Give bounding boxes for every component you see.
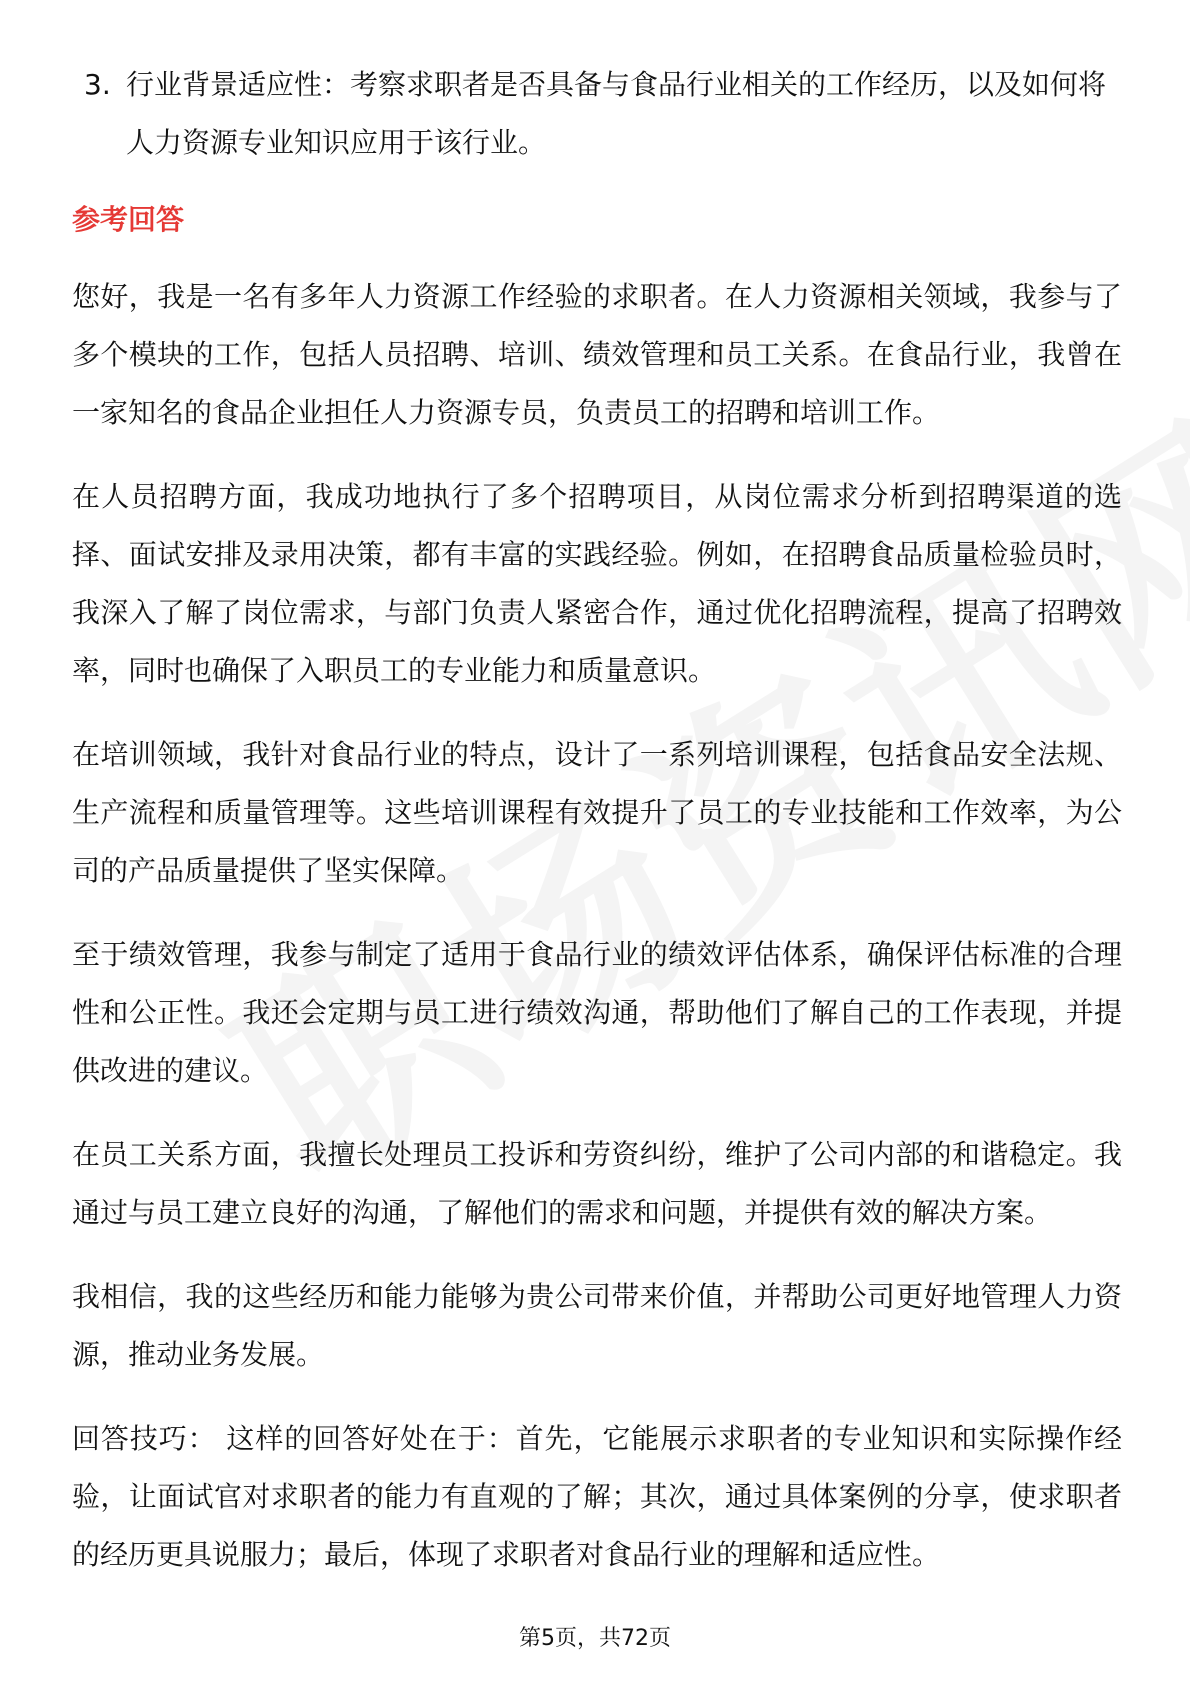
answer-paragraph-1: 您好，我是一名有多年人力资源工作经验的求职者。在人力资源相关领域，我参与了多个模块的工作，包括人员招聘、培训、绩效管理和员工关系。在食品行业，我曾在一家知名的食品企业担任人力资源专员，负责员工的招聘和培训工作。 <box>72 280 1122 429</box>
list-item-number: 3. <box>84 68 111 101</box>
answer-paragraph-4: 至于绩效管理，我参与制定了适用于食品行业的绩效评估体系，确保评估标准的合理性和公正性。我还会定期与员工进行绩效沟通，帮助他们了解自己的工作表现，并提供改进的建议。 <box>72 938 1122 1087</box>
answer-paragraph-6: 我相信，我的这些经历和能力能够为贵公司带来价值，并帮助公司更好地管理人力资源，推动业务发展。 <box>72 1280 1122 1371</box>
answer-heading: 参考回答 <box>72 203 185 236</box>
answer-paragraph-5: 在员工关系方面，我擅长处理员工投诉和劳资纠纷，维护了公司内部的和谐稳定。我通过与员工建立良好的沟通，了解他们的需求和问题，并提供有效的解决方案。 <box>72 1138 1122 1229</box>
page-content <box>72 56 1122 1584</box>
answer-tip: 回答技巧： 这样的回答好处在于：首先，它能展示求职者的专业知识和实际操作经验，让面试官对求职者的能力有直观的了解；其次，通过具体案例的分享，使求职者的经历更具说服力；最后，体现了求职者对食品行业的理解和适应性。 <box>72 1422 1122 1571</box>
answer-paragraph-2: 在人员招聘方面，我成功地执行了多个招聘项目，从岗位需求分析到招聘渠道的选择、面试安排及录用决策，都有丰富的实践经验。例如，在招聘食品质量检验员时，我深入了解了岗位需求，与部门负责人紧密合作，通过优化招聘流程，提高了招聘效率，同时也确保了入职员工的专业能力和质量意识。 <box>72 480 1122 687</box>
list-item-text: 行业背景适应性：考察求职者是否具备与食品行业相关的工作经历，以及如何将人力资源专业知识应用于该行业。 <box>126 68 1107 159</box>
answer-paragraph-3: 在培训领域，我针对食品行业的特点，设计了一系列培训课程，包括食品安全法规、生产流程和质量管理等。这些培训课程有效提升了员工的专业技能和工作效率，为公司的产品质量提供了坚实保障。 <box>72 738 1122 887</box>
list-item-question-3 <box>72 56 1122 172</box>
page-number-footer: 第5页，共72页 <box>519 1626 671 1651</box>
